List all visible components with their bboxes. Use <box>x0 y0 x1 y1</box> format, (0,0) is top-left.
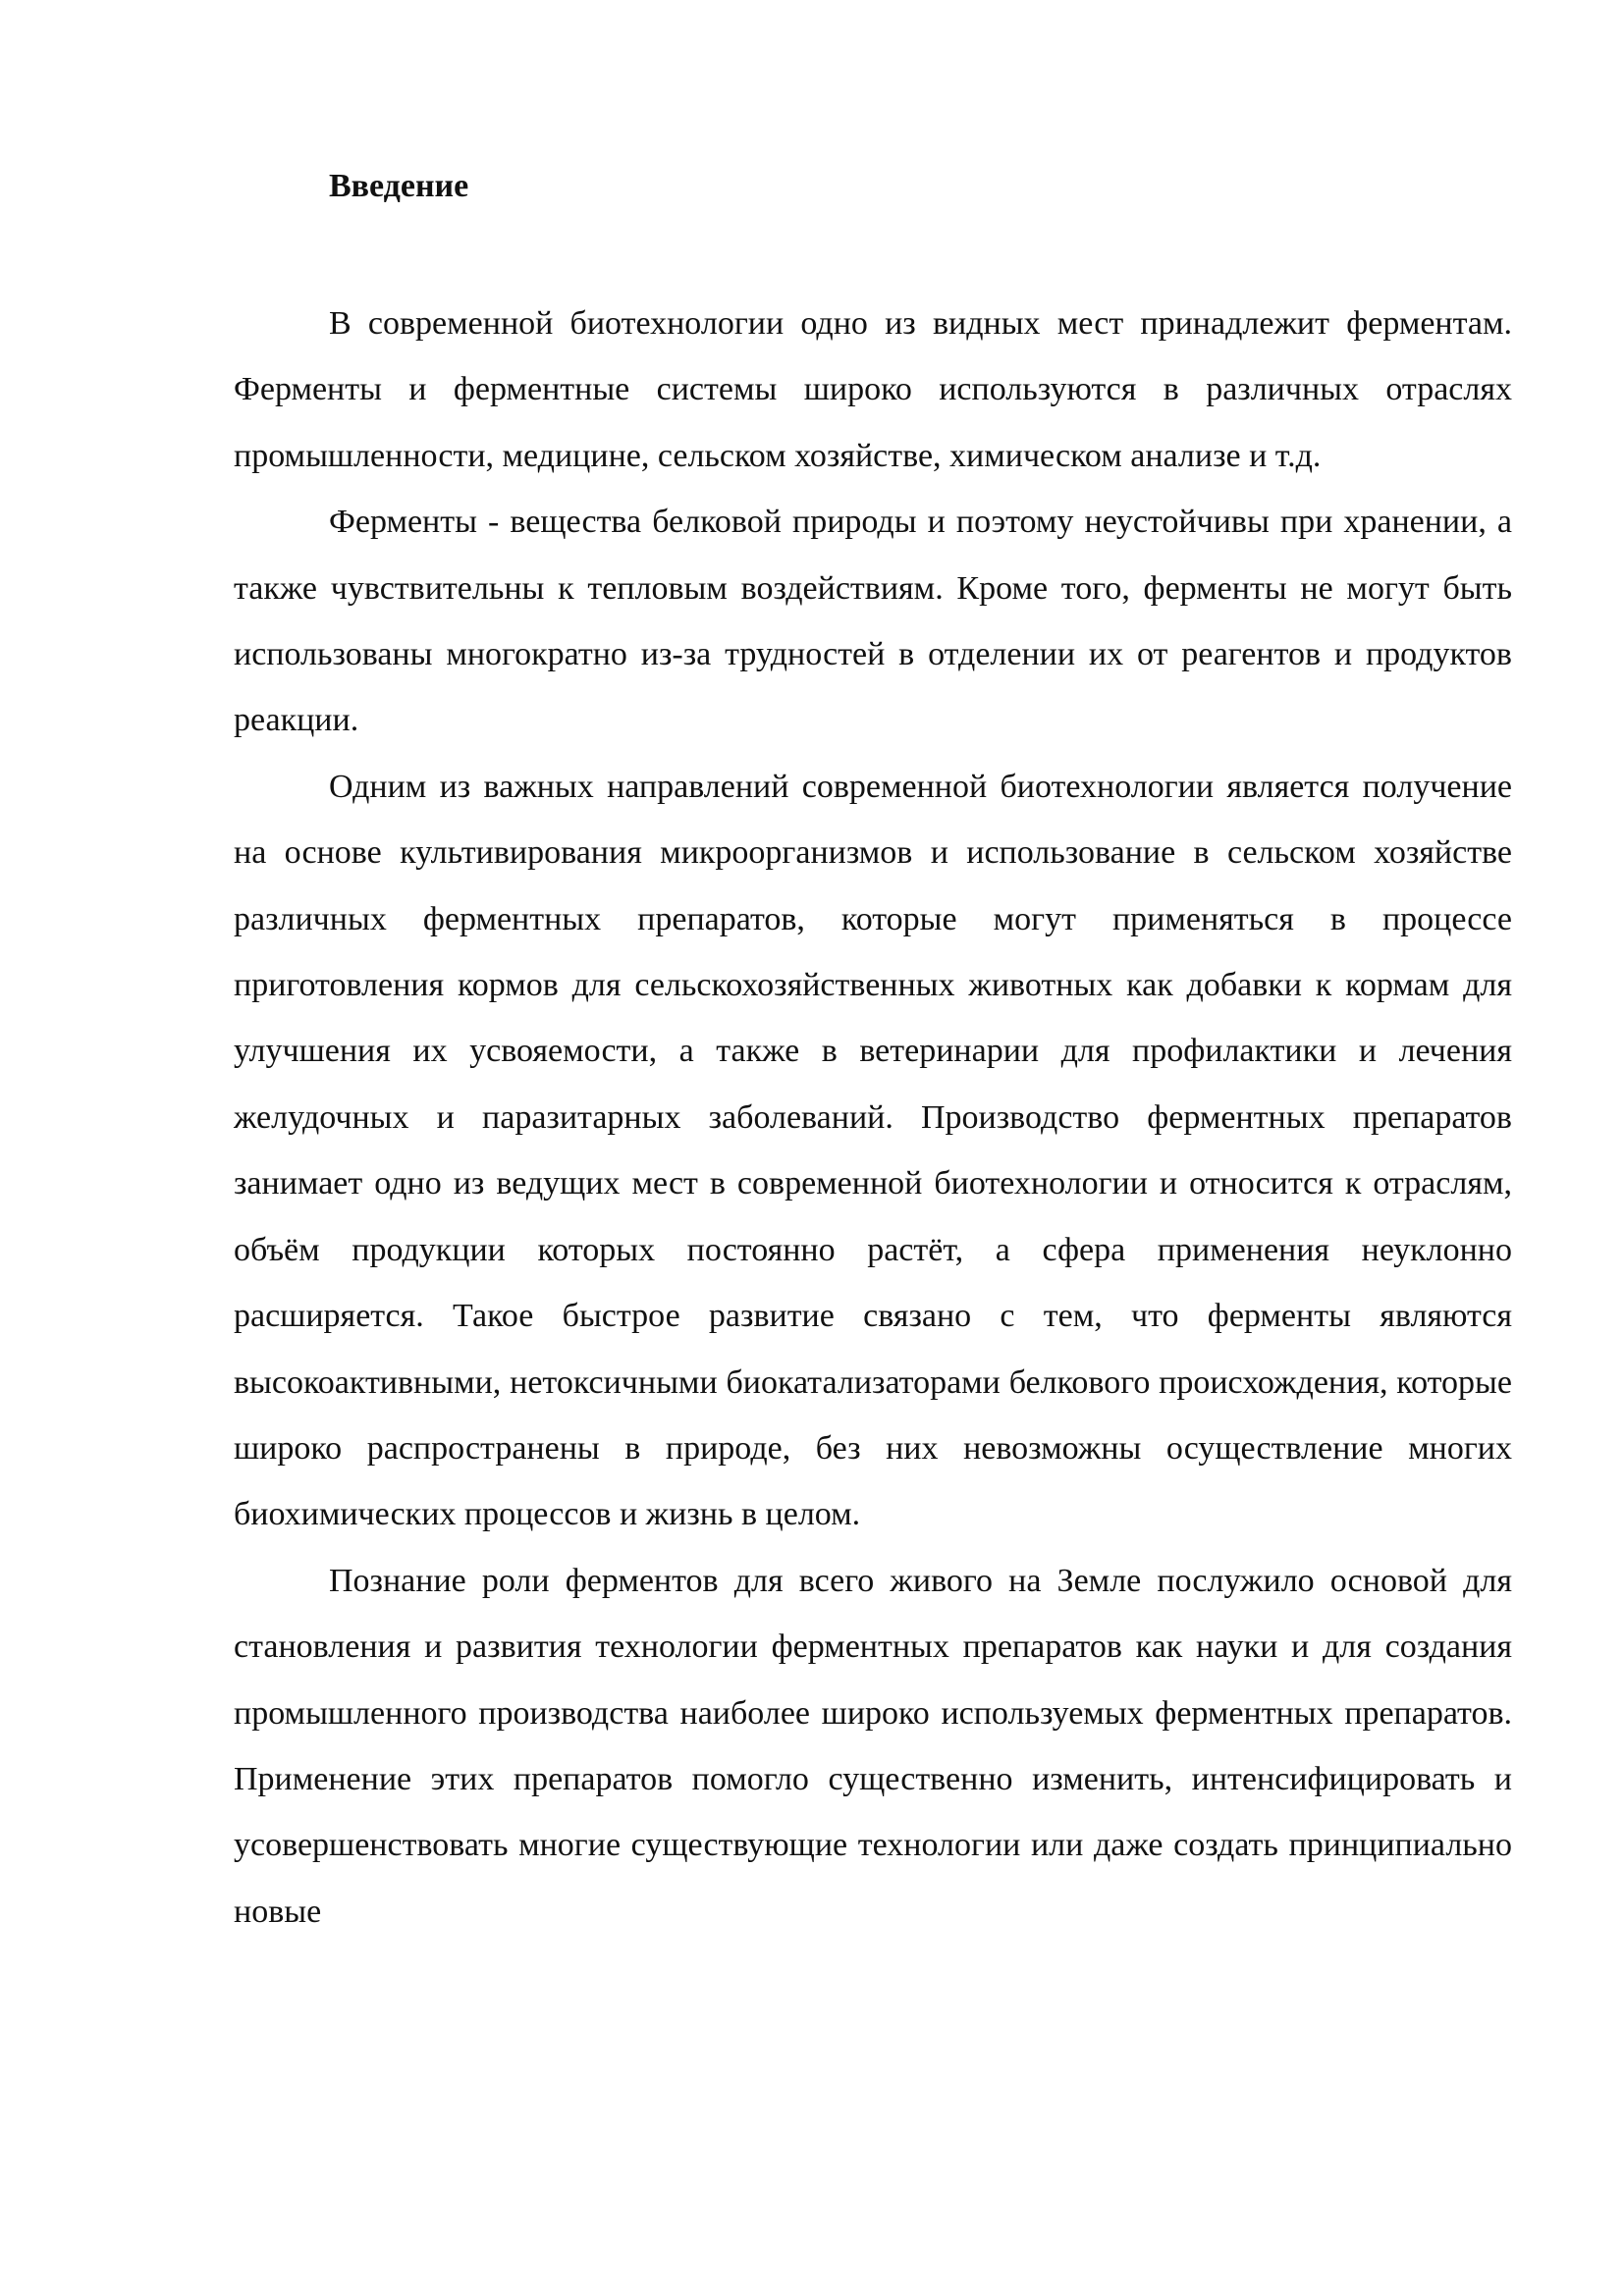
section-heading: Введение <box>329 168 469 204</box>
paragraph-1: В современной биотехнологии одно из видных мест принадлежит ферментам. Ферменты и ферментные системы широко используются в различных отраслях промышленности, медицине, сельском хозяйстве, химическом анализе и т.д. <box>234 305 1512 474</box>
paragraph-3: Одним из важных направлений современной биотехнологии является получение на основе культивирования микроорганизмов и использование в сельском хозяйстве различных ферментных препаратов, которые могут применяться в процессе приготовления кормов для сельскохозяйственных животных как добавки к кормам для улучшения их усвояемости, а также в ветеринарии для профилактики и лечения желудочных и паразитарных заболеваний. Производство ферментных препаратов занимает одно из ведущих мест в современной биотехнологии и относится к отраслям, объём продукции которых постоянно растёт, а сфера применения неуклонно расширяется. Такое быстрое развитие связано с тем, что ферменты являются высокоактивными, нетоксичными биокатализаторами белкового происхождения, которые широко распространены в природе, без них невозможны осуществление многих биохимических процессов и жизнь в целом. <box>234 768 1512 1533</box>
paragraph-2: Ферменты - вещества белковой природы и поэтому неустойчивы при хранении, а также чувствительны к тепловым воздействиям. Кроме того, ферменты не могут быть использованы многократно из-за трудностей в отделении их от реагентов и продуктов реакции. <box>234 504 1512 739</box>
paragraph-4: Познание роли ферментов для всего живого на Земле послужило основой для становления и развития технологии ферментных препаратов как науки и для создания промышленного производства наиболее широко используемых ферментных препаратов. Применение этих препаратов помогло существенно изменить, интенсифицировать и усовершенствовать многие существующие технологии или даже создать принципиально новые <box>234 1562 1512 1930</box>
document-page <box>234 157 1512 1945</box>
document-body <box>234 291 1512 1945</box>
